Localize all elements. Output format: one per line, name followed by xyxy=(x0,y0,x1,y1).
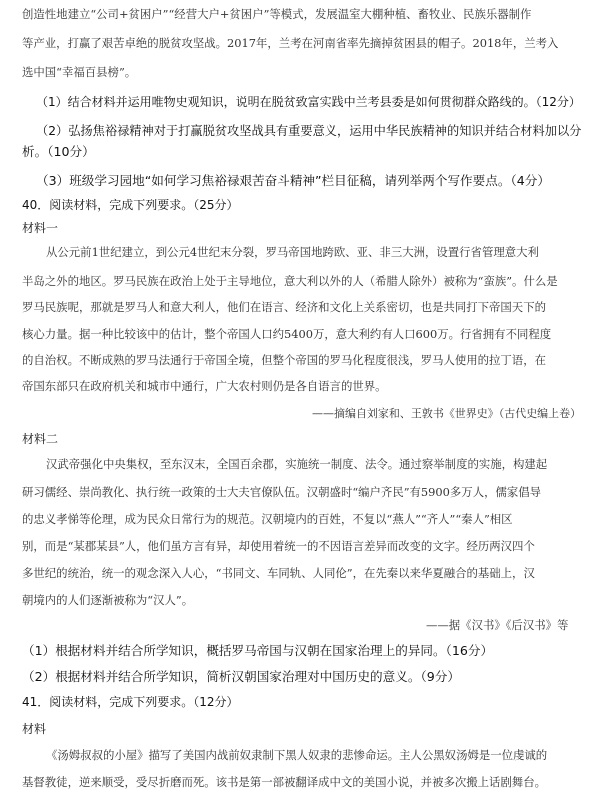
q40-material2-line-1: 汉武帝强化中央集权，至东汉末，全国百余郡，实施统一制度、法令。通过察举制度的实施，构建起 xyxy=(46,457,548,471)
q40-sub1: （1）根据材料并结合所学知识，概括罗马帝国与汉朝在国家治理上的异同。（16分） xyxy=(22,643,494,658)
q41-title: 41．阅读材料，完成下列要求。（12分） xyxy=(22,695,239,709)
q40-material2-source: ——据《汉书》《后汉书》等 xyxy=(426,618,569,632)
q41-material-line-1: 《汤姆叔叔的小屋》描写了美国内战前奴隶制下黑人奴隶的悲惨命运。主人公黑奴汤姆是一位虔诚的 xyxy=(46,748,548,762)
q40-material2-line-6: 朝境内的人们逐渐被称为“汉人”。 xyxy=(22,593,194,607)
q39-sub1: （1）结合材料并运用唯物史观知识，说明在脱贫致富实践中兰考县委是如何贯彻群众路线的。（12分） xyxy=(36,95,581,109)
q40-material2-line-5: 多世纪的统治，统一的观念深入人心，“书同文、车同轨、人同伦”，在先秦以来华夏融合的基础上，汉 xyxy=(22,566,535,580)
q39-sub3: （3）班级学习园地“如何学习焦裕禄艰苦奋斗精神”栏目征稿，请列举两个写作要点。（4分） xyxy=(36,173,550,188)
q40-material2-line-4: 别，而是“某郡某县”人，他们虽方言有异，却使用着统一的不因语言差异而改变的文字。经历两汉四个 xyxy=(22,539,535,553)
intro-line-3: 选中国“幸福百县榜”。 xyxy=(22,65,137,79)
q40-material1-line-5: 的自治权。不断成熟的罗马法通行于帝国全境，但整个帝国的罗马化程度很浅，罗马人使用的拉丁语，在 xyxy=(22,353,546,367)
q41-material-label: 材料 xyxy=(22,722,47,736)
q40-material2-line-2: 研习儒经、崇尚教化、执行统一政策的士大夫官僚队伍。汉朝盛时“编户齐民”有5900多万人，儒家倡导 xyxy=(22,485,542,499)
q40-material1-line-6: 帝国东部只在政府机关和城市中通行，广大农村则仍是各自语言的世界。 xyxy=(22,379,387,393)
q40-material1-line-4: 核心力量。据一种比较该中的估计，整个帝国人口约5400万，意大利约有人口600万。行省拥有不同程度 xyxy=(22,327,552,341)
q40-material1-line-1: 从公元前1世纪建立，到公元4世纪末分裂，罗马帝国地跨欧、亚、非三大洲，设置行省管理意大利 xyxy=(46,245,539,259)
q40-title: 40．阅读材料，完成下列要求。（25分） xyxy=(22,198,239,212)
q41-material-line-2: 基督教徒，逆来顺受，受尽折磨而死。该书是第一部被翻译成中文的美国小说，并被多次搬上话剧舞台。 xyxy=(22,775,546,789)
q39-sub2-line1: （2）弘扬焦裕禄精神对于打赢脱贫攻坚战具有重要意义，运用中华民族精神的知识并结合材料加以分 xyxy=(36,124,582,138)
q40-material1-label: 材料一 xyxy=(22,221,59,235)
intro-line-2: 等产业，打赢了艰苦卓绝的脱贫攻坚战。2017年，兰考在河南省率先摘掉贫困县的帽子。2018年，兰考入 xyxy=(22,36,559,50)
q40-material2-label: 材料二 xyxy=(22,432,59,446)
q40-sub2: （2）根据材料并结合所学知识，简析汉朝国家治理对中国历史的意义。（9分） xyxy=(22,669,460,684)
q39-sub2-line2: 析。（10分） xyxy=(22,144,95,159)
q40-material1-line-3: 罗马民族呢，那就是罗马人和意大利人，他们在语言、经济和文化上关系密切，也是共同打下帝国天下的 xyxy=(22,300,546,314)
q40-material2-line-3: 的忠义孝悌等伦理，成为民众日常行为的规范。汉朝境内的百姓，不复以“燕人”“齐人”“秦人”相区 xyxy=(22,512,513,526)
q40-material1-line-2: 半岛之外的地区。罗马民族在政治上处于主导地位，意大利以外的人（希腊人除外）被称为“蛮族”。什么是 xyxy=(22,274,558,288)
q40-material1-source: ——摘编自刘家和、王敦书《世界史》（古代史编上卷） xyxy=(312,407,582,420)
intro-line-1: 创造性地建立“公司+贫困户”“经营大户+贫困户”等模式，发展温室大棚种植、畜牧业、民族乐器制作 xyxy=(22,7,532,21)
